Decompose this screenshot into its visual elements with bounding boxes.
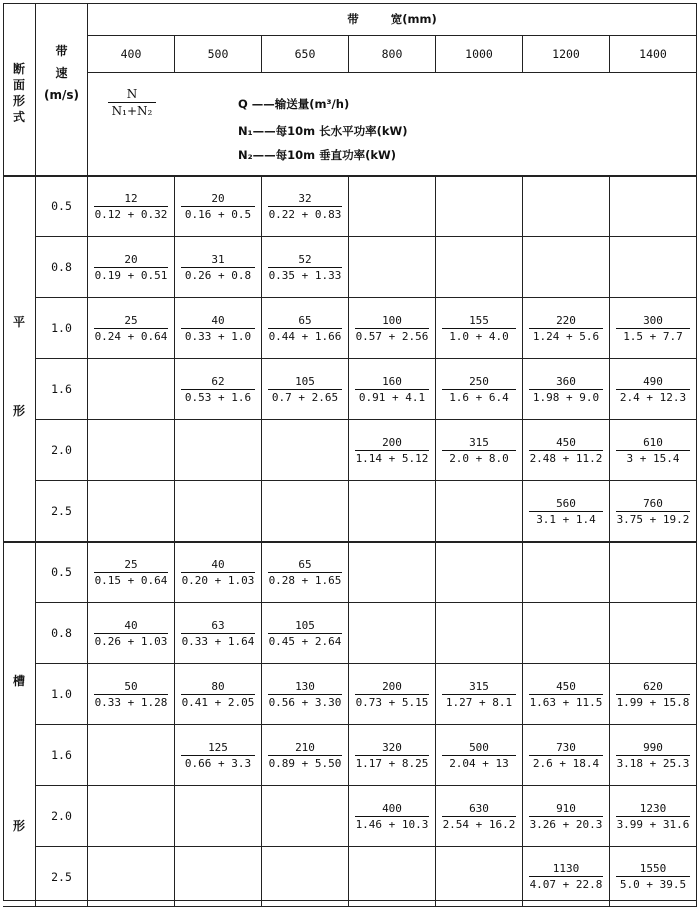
- cell-denominator: 0.33 + 1.28: [94, 695, 168, 709]
- width-label: 500: [175, 36, 262, 73]
- section-label-char: 形: [12, 404, 25, 418]
- fraction-bar: [616, 450, 690, 451]
- width-label: 1000: [436, 36, 523, 73]
- width-label: 1400: [610, 36, 697, 73]
- data-cell: [523, 786, 610, 847]
- data-cell: [262, 237, 349, 298]
- cell-numerator: 63: [211, 618, 225, 632]
- cell-numerator: 450: [556, 679, 576, 693]
- data-cell: [88, 237, 175, 298]
- fraction-bar: [181, 755, 255, 756]
- data-cell: [262, 542, 349, 603]
- cell-denominator: 3.75 + 19.2: [616, 512, 690, 526]
- fraction-bar: [268, 755, 342, 756]
- empty-cell: [436, 542, 523, 603]
- cell-denominator: 1.14 + 5.12: [355, 451, 429, 465]
- belt-width-title: 带 宽(mm): [88, 3, 697, 36]
- cell-numerator: 52: [298, 252, 312, 266]
- data-cell: [175, 603, 262, 664]
- fraction-bar: [268, 206, 342, 207]
- speed-value: 1.0: [36, 664, 88, 725]
- cell-numerator: 50: [124, 679, 138, 693]
- cell-denominator: 2.04 + 13: [449, 756, 509, 770]
- cell-denominator: 0.91 + 4.1: [358, 390, 426, 404]
- cell-numerator: 125: [208, 740, 228, 754]
- empty-cell: [88, 481, 175, 542]
- cell-numerator: 105: [295, 618, 315, 632]
- empty-cell: [436, 481, 523, 542]
- cell-numerator: 25: [124, 557, 138, 571]
- cell-denominator: 3.26 + 20.3: [529, 817, 603, 831]
- belt-speed-unit: (m/s): [44, 88, 79, 102]
- data-cell: [175, 664, 262, 725]
- cell-numerator: 62: [211, 374, 225, 388]
- empty-cell: [88, 420, 175, 481]
- cell-denominator: 2.4 + 12.3: [619, 390, 687, 404]
- cell-denominator: 0.53 + 1.6: [184, 390, 252, 404]
- header-divider: [3, 175, 697, 177]
- data-cell: [523, 481, 610, 542]
- fraction-bar: [616, 694, 690, 695]
- fraction-bar: [181, 267, 255, 268]
- cell-denominator: 0.22 + 0.83: [268, 207, 342, 221]
- data-cell: [436, 664, 523, 725]
- cell-numerator: 32: [298, 191, 312, 205]
- data-cell: [436, 420, 523, 481]
- header-section-form: [3, 3, 36, 176]
- legend-n1-line: N₁——每10m 长水平功率(kW): [238, 124, 408, 138]
- fraction-bar: [94, 633, 168, 634]
- data-cell: [349, 786, 436, 847]
- data-cell: [262, 603, 349, 664]
- data-cell: [175, 725, 262, 786]
- data-cell: [610, 847, 697, 907]
- empty-cell: [610, 176, 697, 237]
- fraction-bar: [268, 572, 342, 573]
- cell-denominator: 1.46 + 10.3: [355, 817, 429, 831]
- data-cell: [175, 237, 262, 298]
- fraction-bar: [94, 206, 168, 207]
- cell-denominator: 0.35 + 1.33: [268, 268, 342, 282]
- fraction-bar: [355, 816, 429, 817]
- cell-numerator: 200: [382, 435, 402, 449]
- cell-numerator: 560: [556, 496, 576, 510]
- section-divider: [3, 541, 697, 543]
- cell-denominator: 0.16 + 0.5: [184, 207, 252, 221]
- data-cell: [175, 542, 262, 603]
- fraction-bar: [616, 755, 690, 756]
- empty-cell: [88, 359, 175, 420]
- empty-cell: [610, 542, 697, 603]
- cell-numerator: 20: [211, 191, 225, 205]
- cell-denominator: 2.48 + 11.2: [529, 451, 603, 465]
- cell-numerator: 220: [556, 313, 576, 327]
- cell-denominator: 0.12 + 0.32: [94, 207, 168, 221]
- cell-denominator: 1.27 + 8.1: [445, 695, 513, 709]
- cell-numerator: 210: [295, 740, 315, 754]
- cell-numerator: 40: [211, 313, 225, 327]
- cell-denominator: 0.73 + 5.15: [355, 695, 429, 709]
- data-cell: [349, 298, 436, 359]
- cell-denominator: 0.45 + 2.64: [268, 634, 342, 648]
- empty-cell: [262, 420, 349, 481]
- cell-numerator: 12: [124, 191, 138, 205]
- width-label: 400: [88, 36, 175, 73]
- fraction-bar: [442, 389, 516, 390]
- data-cell: [88, 603, 175, 664]
- cell-denominator: 0.44 + 1.66: [268, 329, 342, 343]
- section-form-char: 面: [12, 78, 25, 92]
- section-label-char: 平: [12, 315, 25, 329]
- empty-cell: [349, 603, 436, 664]
- fraction-bar: [181, 328, 255, 329]
- data-cell: [262, 725, 349, 786]
- data-cell: [349, 420, 436, 481]
- legend-numerator: N: [126, 87, 138, 101]
- empty-cell: [175, 481, 262, 542]
- data-cell: [523, 725, 610, 786]
- cell-numerator: 65: [298, 557, 312, 571]
- width-label: 800: [349, 36, 436, 73]
- cell-numerator: 105: [295, 374, 315, 388]
- cell-numerator: 910: [556, 801, 576, 815]
- cell-numerator: 620: [643, 679, 663, 693]
- speed-value: 0.5: [36, 176, 88, 237]
- speed-value: 2.0: [36, 786, 88, 847]
- cell-denominator: 3.18 + 25.3: [616, 756, 690, 770]
- cell-numerator: 990: [643, 740, 663, 754]
- cell-denominator: 2.0 + 8.0: [449, 451, 509, 465]
- cell-denominator: 4.07 + 22.8: [529, 878, 603, 891]
- cell-numerator: 40: [124, 618, 138, 632]
- data-cell: [610, 786, 697, 847]
- data-cell: [436, 786, 523, 847]
- cell-denominator: 0.26 + 0.8: [184, 268, 252, 282]
- cell-numerator: 100: [382, 313, 402, 327]
- speed-value: 2.5: [36, 847, 88, 907]
- fraction-bar: [94, 328, 168, 329]
- section-label-char: 槽: [12, 674, 25, 688]
- empty-cell: [523, 603, 610, 664]
- cell-denominator: 0.28 + 1.65: [268, 573, 342, 587]
- empty-cell: [523, 542, 610, 603]
- cell-denominator: 0.20 + 1.03: [181, 573, 255, 587]
- data-cell: [349, 725, 436, 786]
- cell-numerator: 130: [295, 679, 315, 693]
- speed-value: 0.5: [36, 542, 88, 603]
- cell-numerator: 730: [556, 740, 576, 754]
- speed-value: 2.0: [36, 420, 88, 481]
- cell-denominator: 0.33 + 1.0: [184, 329, 252, 343]
- empty-cell: [88, 786, 175, 847]
- cell-denominator: 0.26 + 1.03: [94, 634, 168, 648]
- cell-denominator: 0.56 + 3.30: [268, 695, 342, 709]
- data-cell: [523, 420, 610, 481]
- fraction-bar: [268, 633, 342, 634]
- section-label-trough: [3, 542, 36, 907]
- cell-denominator: 3.99 + 31.6: [616, 817, 690, 831]
- cell-numerator: 320: [382, 740, 402, 754]
- cell-numerator: 300: [643, 313, 663, 327]
- cell-denominator: 0.89 + 5.50: [268, 756, 342, 770]
- cell-numerator: 200: [382, 679, 402, 693]
- cell-denominator: 0.7 + 2.65: [271, 390, 339, 404]
- data-cell: [88, 298, 175, 359]
- fraction-bar: [181, 694, 255, 695]
- data-cell: [88, 176, 175, 237]
- cell-numerator: 20: [124, 252, 138, 266]
- fraction-bar: [94, 572, 168, 573]
- empty-cell: [523, 176, 610, 237]
- empty-cell: [349, 542, 436, 603]
- section-form-char: 形: [12, 94, 25, 108]
- fraction-bar: [181, 389, 255, 390]
- fraction-bar: [529, 816, 603, 817]
- section-form-char: 式: [12, 110, 25, 124]
- legend-box: [88, 73, 697, 176]
- cell-denominator: 1.17 + 8.25: [355, 756, 429, 770]
- data-cell: [610, 359, 697, 420]
- data-cell: [610, 664, 697, 725]
- data-cell: [523, 847, 610, 907]
- fraction-bar: [529, 389, 603, 390]
- empty-cell: [436, 237, 523, 298]
- empty-cell: [175, 420, 262, 481]
- cell-numerator: 610: [643, 435, 663, 449]
- cell-numerator: 155: [469, 313, 489, 327]
- cell-denominator: 5.0 + 39.5: [619, 878, 687, 891]
- cell-numerator: 315: [469, 679, 489, 693]
- cell-numerator: 400: [382, 801, 402, 815]
- data-cell: [610, 481, 697, 542]
- cell-numerator: 65: [298, 313, 312, 327]
- fraction-bar: [355, 450, 429, 451]
- data-cell: [436, 298, 523, 359]
- cell-denominator: 0.19 + 0.51: [94, 268, 168, 282]
- legend-fraction: [108, 87, 156, 118]
- fraction-bar: [529, 694, 603, 695]
- cell-denominator: 1.0 + 4.0: [449, 329, 509, 343]
- cell-denominator: 3 + 15.4: [626, 451, 680, 465]
- fraction-bar: [442, 694, 516, 695]
- cell-denominator: 1.63 + 11.5: [529, 695, 603, 709]
- empty-cell: [175, 786, 262, 847]
- fraction-bar: [268, 694, 342, 695]
- section-label-char: 形: [12, 819, 25, 833]
- fraction-bar: [442, 755, 516, 756]
- empty-cell: [262, 847, 349, 907]
- cell-denominator: 3.1 + 1.4: [536, 512, 596, 526]
- data-cell: [262, 359, 349, 420]
- empty-cell: [175, 847, 262, 907]
- cell-numerator: 630: [469, 801, 489, 815]
- empty-cell: [88, 847, 175, 907]
- speed-value: 1.6: [36, 725, 88, 786]
- cell-numerator: 1130: [552, 862, 580, 875]
- cell-numerator: 450: [556, 435, 576, 449]
- speed-value: 1.0: [36, 298, 88, 359]
- cell-denominator: 2.6 + 18.4: [532, 756, 600, 770]
- data-cell: [349, 664, 436, 725]
- speed-value: 0.8: [36, 237, 88, 298]
- data-cell: [262, 176, 349, 237]
- data-cell: [523, 359, 610, 420]
- fraction-bar: [616, 389, 690, 390]
- fraction-bar: [108, 102, 156, 103]
- fraction-bar: [94, 694, 168, 695]
- cell-denominator: 0.66 + 3.3: [184, 756, 252, 770]
- width-label: 650: [262, 36, 349, 73]
- cell-numerator: 160: [382, 374, 402, 388]
- empty-cell: [610, 237, 697, 298]
- data-cell: [175, 176, 262, 237]
- fraction-bar: [616, 816, 690, 817]
- fraction-bar: [268, 389, 342, 390]
- data-cell: [610, 420, 697, 481]
- cell-numerator: 40: [211, 557, 225, 571]
- fraction-bar: [355, 328, 429, 329]
- cell-denominator: 1.24 + 5.6: [532, 329, 600, 343]
- fraction-bar: [442, 450, 516, 451]
- data-cell: [88, 542, 175, 603]
- cell-numerator: 490: [643, 374, 663, 388]
- belt-speed-char: 速: [55, 66, 68, 80]
- belt-conveyor-table: [3, 3, 697, 901]
- legend-denominator: N₁+N₂: [111, 104, 153, 118]
- speed-value: 0.8: [36, 603, 88, 664]
- fraction-bar: [355, 694, 429, 695]
- empty-cell: [349, 481, 436, 542]
- empty-cell: [610, 603, 697, 664]
- fraction-bar: [529, 876, 603, 877]
- data-cell: [436, 725, 523, 786]
- empty-cell: [436, 603, 523, 664]
- cell-numerator: 500: [469, 740, 489, 754]
- fraction-bar: [355, 755, 429, 756]
- header-belt-speed: [36, 3, 88, 176]
- empty-cell: [523, 237, 610, 298]
- cell-numerator: 25: [124, 313, 138, 327]
- cell-denominator: 1.6 + 6.4: [449, 390, 509, 404]
- fraction-bar: [529, 511, 603, 512]
- cell-denominator: 0.41 + 2.05: [181, 695, 255, 709]
- fraction-bar: [181, 206, 255, 207]
- data-cell: [610, 725, 697, 786]
- fraction-bar: [529, 450, 603, 451]
- cell-denominator: 0.57 + 2.56: [355, 329, 429, 343]
- cell-numerator: 760: [643, 496, 663, 510]
- empty-cell: [436, 176, 523, 237]
- fraction-bar: [355, 389, 429, 390]
- section-form-char: 断: [12, 62, 25, 76]
- empty-cell: [349, 237, 436, 298]
- fraction-bar: [529, 755, 603, 756]
- data-cell: [610, 298, 697, 359]
- cell-denominator: 0.24 + 0.64: [94, 329, 168, 343]
- fraction-bar: [616, 511, 690, 512]
- fraction-bar: [616, 876, 690, 877]
- data-cell: [436, 359, 523, 420]
- empty-cell: [436, 847, 523, 907]
- speed-value: 1.6: [36, 359, 88, 420]
- cell-denominator: 0.33 + 1.64: [181, 634, 255, 648]
- legend-q-line: Q ——输送量(m³/h): [238, 97, 350, 111]
- empty-cell: [262, 481, 349, 542]
- fraction-bar: [181, 633, 255, 634]
- cell-numerator: 360: [556, 374, 576, 388]
- data-cell: [88, 664, 175, 725]
- cell-numerator: 1550: [639, 862, 667, 875]
- fraction-bar: [268, 328, 342, 329]
- cell-denominator: 1.98 + 9.0: [532, 390, 600, 404]
- legend-n2-line: N₂——每10m 垂直功率(kW): [238, 148, 396, 162]
- cell-numerator: 80: [211, 679, 225, 693]
- fraction-bar: [442, 816, 516, 817]
- empty-cell: [349, 847, 436, 907]
- empty-cell: [349, 176, 436, 237]
- cell-numerator: 1230: [639, 801, 667, 815]
- cell-denominator: 2.54 + 16.2: [442, 817, 516, 831]
- fraction-bar: [268, 267, 342, 268]
- belt-speed-char: 带: [55, 44, 68, 58]
- data-cell: [349, 359, 436, 420]
- cell-numerator: 250: [469, 374, 489, 388]
- data-cell: [175, 359, 262, 420]
- section-label-flat: [3, 176, 36, 542]
- fraction-bar: [529, 328, 603, 329]
- cell-denominator: 0.15 + 0.64: [94, 573, 168, 587]
- width-label: 1200: [523, 36, 610, 73]
- speed-value: 2.5: [36, 481, 88, 542]
- cell-numerator: 315: [469, 435, 489, 449]
- empty-cell: [88, 725, 175, 786]
- cell-denominator: 1.5 + 7.7: [623, 329, 683, 343]
- fraction-bar: [616, 328, 690, 329]
- data-cell: [262, 664, 349, 725]
- empty-cell: [262, 786, 349, 847]
- data-cell: [262, 298, 349, 359]
- cell-denominator: 1.99 + 15.8: [616, 695, 690, 709]
- data-cell: [175, 298, 262, 359]
- fraction-bar: [94, 267, 168, 268]
- fraction-bar: [181, 572, 255, 573]
- fraction-bar: [442, 328, 516, 329]
- data-cell: [523, 664, 610, 725]
- data-cell: [523, 298, 610, 359]
- cell-numerator: 31: [211, 252, 225, 266]
